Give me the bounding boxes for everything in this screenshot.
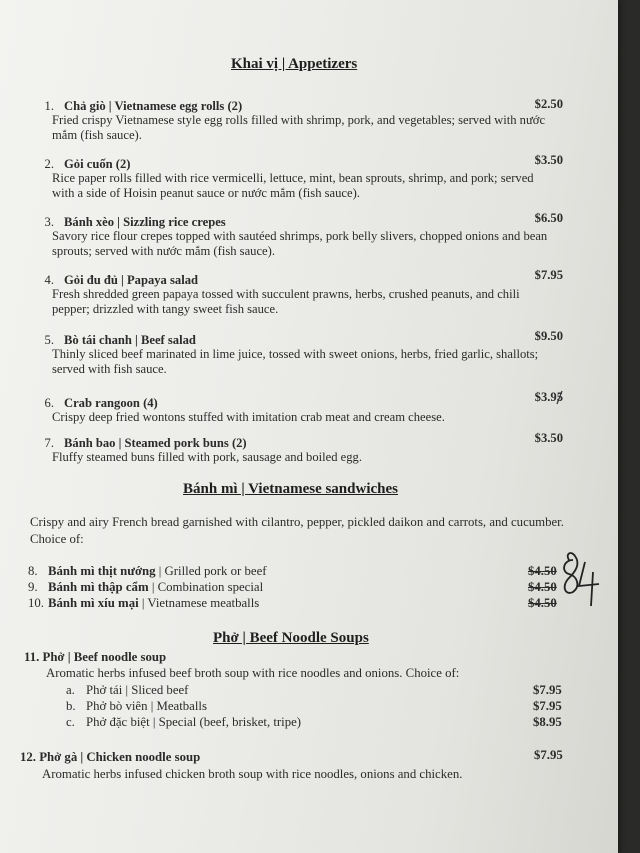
pho-item-11-name [24,650,166,665]
choice-label: Phở bò viên | Meatballs [86,699,207,713]
item-number: 11. [24,650,40,664]
item-description: Fresh shredded green papaya tossed with succulent prawns, herbs, crushed peanuts, and chili pepper; drizzled with tangy sweet fish sauce. [52,287,520,316]
choice-letter: a. [66,683,75,697]
item-number: 2. [44,157,54,171]
item-description: Fluffy steamed buns filled with pork, sausage and boiled egg. [52,450,363,464]
item-description: | Grilled pork or beef [155,564,267,578]
item-name: Crab rangoon (4) [64,396,158,410]
banh-mi-item-10 [28,595,593,611]
item-name: Chả giò | Vietnamese egg rolls (2) [64,99,243,113]
item-name: Bánh xèo | Sizzling rice crepes [64,215,226,229]
item-description: Savory rice flour crepes topped with sautéed shrimps, pork belly slivers, chopped onions and bean sprouts; served with nước mắm (fish sauce). [52,229,548,258]
item-name: Bánh mì thịt nướng [48,564,156,578]
choice-price: $8.95 [533,715,562,729]
pho-item-11-description: Aromatic herbs infused beef broth soup with rice noodles and onions. Choice of: [46,666,460,680]
item-price: $2.50 [534,97,563,111]
item-price: $4.50 [528,580,557,594]
pho-choice-a [66,683,566,698]
banh-mi-item-8 [28,563,593,579]
item-number: 7. [44,436,54,450]
item-number: 12. [20,750,36,764]
item-price: $3.50 [534,431,563,445]
item-name: Gỏi cuốn (2) [64,157,131,171]
item-number: 1. [44,99,54,113]
item-name: Gỏi đu đủ | Papaya salad [64,273,199,287]
handwritten-price-correction [555,542,615,612]
item-name: Bánh bao | Steamed pork buns (2) [64,436,247,450]
item-price: $4.50 [528,564,557,578]
choice-letter: b. [66,699,76,713]
pho-title: Phở | Beef Noodle Soups [213,630,369,646]
item-description: Rice paper rolls filled with rice vermicelli, lettuce, mint, bean sprouts, shrimp, and pork; served with a side of Hoisin peanut sauce or nước mắm (fish sauce). [52,171,534,200]
handwritten-tick [554,390,564,406]
item-price: $9.50 [534,329,563,343]
choice-letter: c. [66,715,75,729]
item-number: 8. [28,564,38,578]
choice-label: Phở đặc biệt | Special (beef, brisket, tripe) [86,715,302,729]
item-price: $7.95 [534,268,563,282]
item-number: 5. [44,333,54,347]
item-name: Bánh mì xíu mại [48,596,139,610]
item-price: $6.50 [534,211,563,225]
item-number: 6. [44,396,54,410]
item-number: 3. [44,215,54,229]
pho-choice-c [66,715,566,730]
handwritten-note: 84 [555,542,556,543]
item-description: Thinly sliced beef marinated in lime juice, tossed with sweet onions, herbs, fried garlic, shallots; served with fish sauce. [52,347,539,376]
banh-mi-title: Bánh mì | Vietnamese sandwiches [183,481,398,497]
item-number: 4. [44,273,54,287]
item-price: $3.95 [534,390,563,404]
item-name: Phở | Beef noodle soup [42,650,167,664]
appetizers-title: Khai vị | Appetizers [231,56,358,72]
item-description: | Vietnamese meatballs [138,596,260,610]
choice-price: $7.95 [533,683,562,697]
item-name: Bò tái chanh | Beef salad [64,333,196,347]
item-number: 9. [28,580,38,594]
item-description: Crispy deep fried wontons stuffed with imitation crab meat and cream cheese. [52,410,445,424]
item-description: Fried crispy Vietnamese style egg rolls filled with shrimp, pork, and vegetables; served with nước mắm (fish sauce). [52,113,546,142]
item-name: Bánh mì thập cẩm [48,580,149,594]
pho-item-12-description: Aromatic herbs infused chicken broth soup with rice noodles, onions and chicken. [42,767,463,781]
item-description: | Combination special [148,580,264,594]
item-price: $3.50 [534,153,563,167]
item-name: Phở gà | Chicken noodle soup [39,750,201,764]
choice-price: $7.95 [533,699,562,713]
pho-item-12-name [20,750,565,765]
item-price: $4.50 [528,596,557,610]
banh-mi-intro: Crispy and airy French bread garnished with cilantro, pepper, pickled daikon and carrots, and cucumber. Choice of: [30,515,564,546]
item-price: $7.95 [534,748,563,762]
choice-label: Phở tái | Sliced beef [86,683,189,697]
pho-choice-b [66,699,566,714]
banh-mi-item-9 [28,579,593,595]
item-number: 10. [28,596,44,610]
